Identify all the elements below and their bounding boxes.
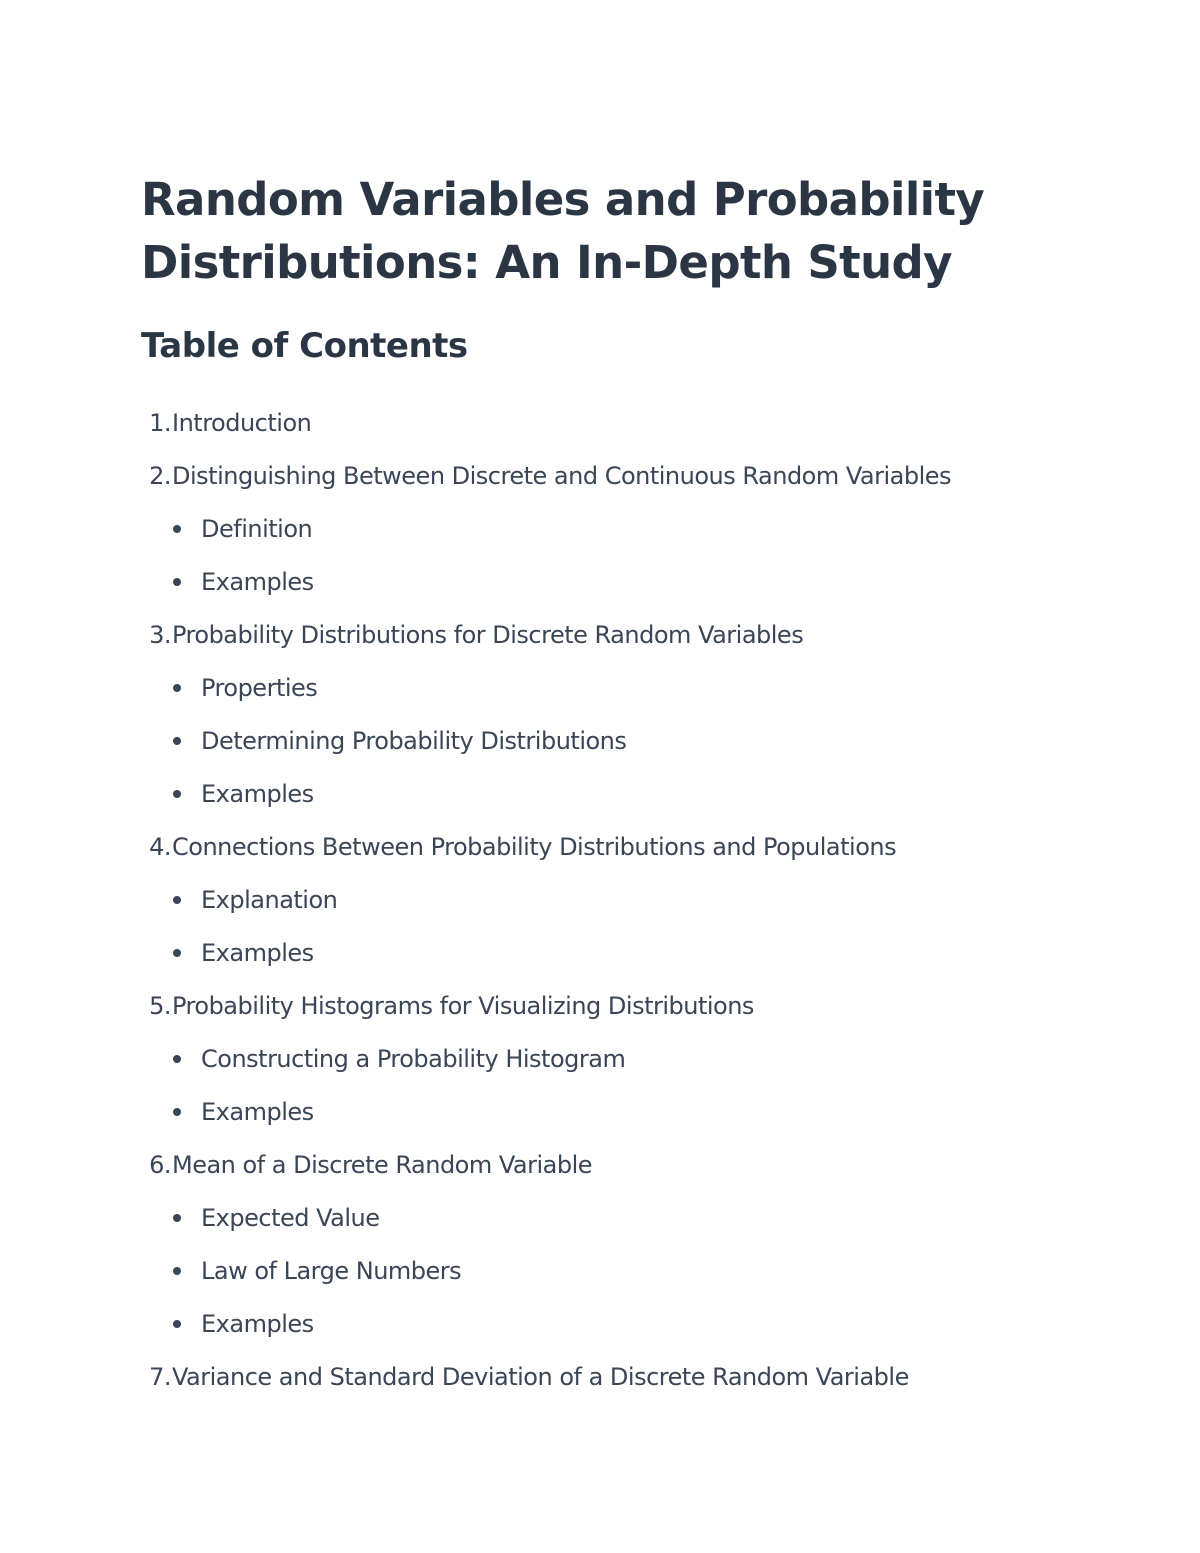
toc-subitem[interactable] bbox=[141, 873, 1081, 926]
toc-subitem-label: Examples bbox=[201, 779, 314, 808]
toc-item[interactable] bbox=[141, 1138, 1081, 1191]
bullet-icon bbox=[173, 1055, 181, 1063]
bullet-icon bbox=[173, 949, 181, 957]
toc-item-label: Connections Between Probability Distributions and Populations bbox=[172, 832, 897, 861]
toc-subitem[interactable] bbox=[141, 926, 1081, 979]
toc-subitem[interactable] bbox=[141, 555, 1081, 608]
bullet-icon bbox=[173, 525, 181, 533]
toc-subitem[interactable] bbox=[141, 502, 1081, 555]
bullet-icon bbox=[173, 1320, 181, 1328]
toc-subitem-label: Definition bbox=[201, 514, 313, 543]
toc-item[interactable] bbox=[141, 449, 1081, 502]
toc-subitem[interactable] bbox=[141, 1085, 1081, 1138]
toc-item[interactable] bbox=[141, 396, 1081, 449]
toc-item-number: 2. bbox=[149, 461, 171, 490]
toc-subitem-label: Examples bbox=[201, 1309, 314, 1338]
toc-subitem[interactable] bbox=[141, 661, 1081, 714]
toc-item[interactable] bbox=[141, 979, 1081, 1032]
bullet-icon bbox=[173, 896, 181, 904]
toc-subitem[interactable] bbox=[141, 1244, 1081, 1297]
toc-subitem-label: Examples bbox=[201, 567, 314, 596]
toc-item-number: 3. bbox=[149, 620, 171, 649]
toc-subitem[interactable] bbox=[141, 1297, 1081, 1350]
toc-item-label: Probability Distributions for Discrete Random Variables bbox=[172, 620, 804, 649]
toc-subitem[interactable] bbox=[141, 714, 1081, 767]
toc-item-number: 1. bbox=[149, 408, 171, 437]
toc-subitem[interactable] bbox=[141, 767, 1081, 820]
bullet-icon bbox=[173, 737, 181, 745]
toc-item-label: Variance and Standard Deviation of a Discrete Random Variable bbox=[172, 1362, 909, 1391]
toc-subitem-label: Determining Probability Distributions bbox=[201, 726, 627, 755]
toc-item-number: 4. bbox=[149, 832, 171, 861]
bullet-icon bbox=[173, 790, 181, 798]
document-page bbox=[141, 168, 1081, 1403]
toc-subitem-label: Explanation bbox=[201, 885, 338, 914]
toc-heading: Table of Contents bbox=[141, 326, 468, 366]
toc-subitem-label: Law of Large Numbers bbox=[201, 1256, 462, 1285]
toc-subitem[interactable] bbox=[141, 1032, 1081, 1085]
toc-item-label: Mean of a Discrete Random Variable bbox=[172, 1150, 593, 1179]
toc-subitem-label: Examples bbox=[201, 1097, 314, 1126]
toc-item[interactable] bbox=[141, 608, 1081, 661]
bullet-icon bbox=[173, 1108, 181, 1116]
toc-item[interactable] bbox=[141, 1350, 1081, 1403]
toc-item-number: 7. bbox=[149, 1362, 171, 1391]
bullet-icon bbox=[173, 684, 181, 692]
toc-subitem[interactable] bbox=[141, 1191, 1081, 1244]
document-title: Random Variables and Probability Distributions: An In-Depth Study bbox=[141, 173, 985, 289]
bullet-icon bbox=[173, 578, 181, 586]
toc-subitem-label: Examples bbox=[201, 938, 314, 967]
bullet-icon bbox=[173, 1267, 181, 1275]
bullet-icon bbox=[173, 1214, 181, 1222]
toc-item-number: 6. bbox=[149, 1150, 171, 1179]
toc-subitem-label: Expected Value bbox=[201, 1203, 380, 1232]
toc-item-label: Distinguishing Between Discrete and Continuous Random Variables bbox=[172, 461, 952, 490]
toc-subitem-label: Properties bbox=[201, 673, 318, 702]
toc-item-number: 5. bbox=[149, 991, 171, 1020]
toc-subitem-label: Constructing a Probability Histogram bbox=[201, 1044, 626, 1073]
toc-item[interactable] bbox=[141, 820, 1081, 873]
table-of-contents bbox=[141, 396, 1081, 1403]
toc-item-label: Probability Histograms for Visualizing Distributions bbox=[172, 991, 754, 1020]
toc-item-label: Introduction bbox=[172, 408, 312, 437]
